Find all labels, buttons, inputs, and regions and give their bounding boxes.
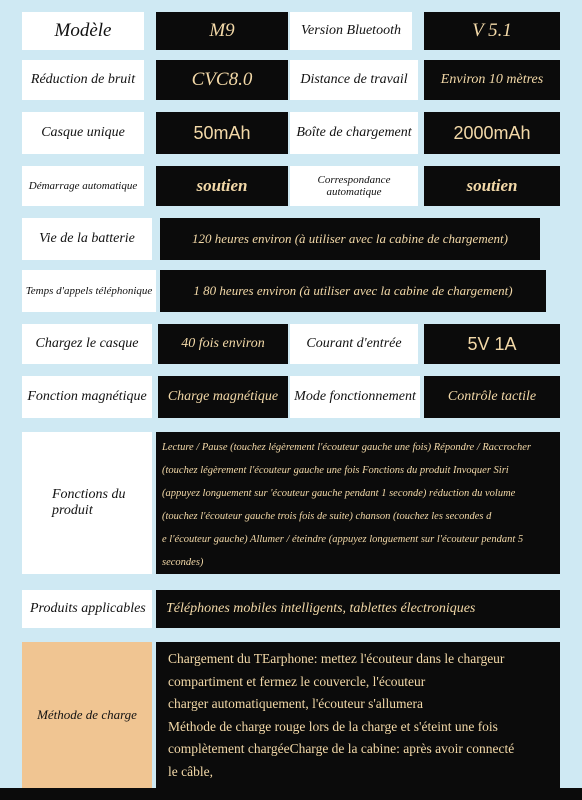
magnetic-function-value: Charge magnétique [158, 376, 288, 418]
single-headset-label: Casque unique [22, 112, 144, 154]
noise-reduction-value: CVC8.0 [156, 60, 288, 100]
charging-box-value: 2000mAh [424, 112, 560, 154]
model-label: Modèle [22, 12, 144, 50]
operation-mode-label: Mode fonctionnement [290, 376, 420, 418]
input-current-value: 5V 1A [424, 324, 560, 364]
charging-box-label: Boîte de chargement [290, 112, 418, 154]
operation-mode-value: Contrôle tactile [424, 376, 560, 418]
charging-method-value: Chargement du TEarphone: mettez l'écouteur dans le chargeur compartiment et fermez le couvercle, l'écouteur charger automatiquement, l'écouteur s'allumera Méthode de charge rouge lors de la charge et s'éteint une fois complètement chargéeCharge de la cabine: après avoir connecté le câble, [156, 642, 560, 788]
single-headset-value: 50mAh [156, 112, 288, 154]
product-functions-label: Fonctions du produit [22, 432, 152, 574]
auto-pairing-value: soutien [424, 166, 560, 206]
auto-pairing-label: Correspondance automatique [290, 166, 418, 206]
magnetic-function-label: Fonction magnétique [22, 376, 152, 418]
working-distance-label: Distance de travail [290, 60, 418, 100]
model-value: M9 [156, 12, 288, 50]
battery-life-value: 120 heures environ (à utiliser avec la cabine de chargement) [160, 218, 540, 260]
working-distance-value: Environ 10 mètres [424, 60, 560, 100]
applicable-products-value: Téléphones mobiles intelligents, tablettes électroniques [156, 590, 560, 628]
bluetooth-version-value: V 5.1 [424, 12, 560, 50]
charging-method-label: Méthode de charge [22, 642, 152, 788]
bluetooth-version-label: Version Bluetooth [290, 12, 412, 50]
product-functions-value: Lecture / Pause (touchez légèrement l'écouteur gauche une fois) Répondre / Raccrocher (touchez légèrement l'écouteur gauche une fois Fonctions du produit Invoquer Siri (appuyez longuement sur 'écouteur gauche pendant 1 seconde) réduction du volume (touchez l'écouteur gauche trois fois de suite) chanson (touchez les secondes d e l'écouteur gauche) Allumer / éteindre (appuyez longuement sur l'écouteur pendant 5 secondes) [156, 432, 560, 574]
bottom-strip [0, 788, 582, 800]
call-time-value: 1 80 heures environ (à utiliser avec la cabine de chargement) [160, 270, 546, 312]
charge-headset-value: 40 fois environ [158, 324, 288, 364]
input-current-label: Courant d'entrée [290, 324, 418, 364]
noise-reduction-label: Réduction de bruit [22, 60, 144, 100]
applicable-products-label: Produits applicables [22, 590, 152, 628]
auto-start-value: soutien [156, 166, 288, 206]
battery-life-label: Vie de la batterie [22, 218, 152, 260]
call-time-label: Temps d'appels téléphonique [22, 270, 156, 312]
charge-headset-label: Chargez le casque [22, 324, 152, 364]
auto-start-label: Démarrage automatique [22, 166, 144, 206]
